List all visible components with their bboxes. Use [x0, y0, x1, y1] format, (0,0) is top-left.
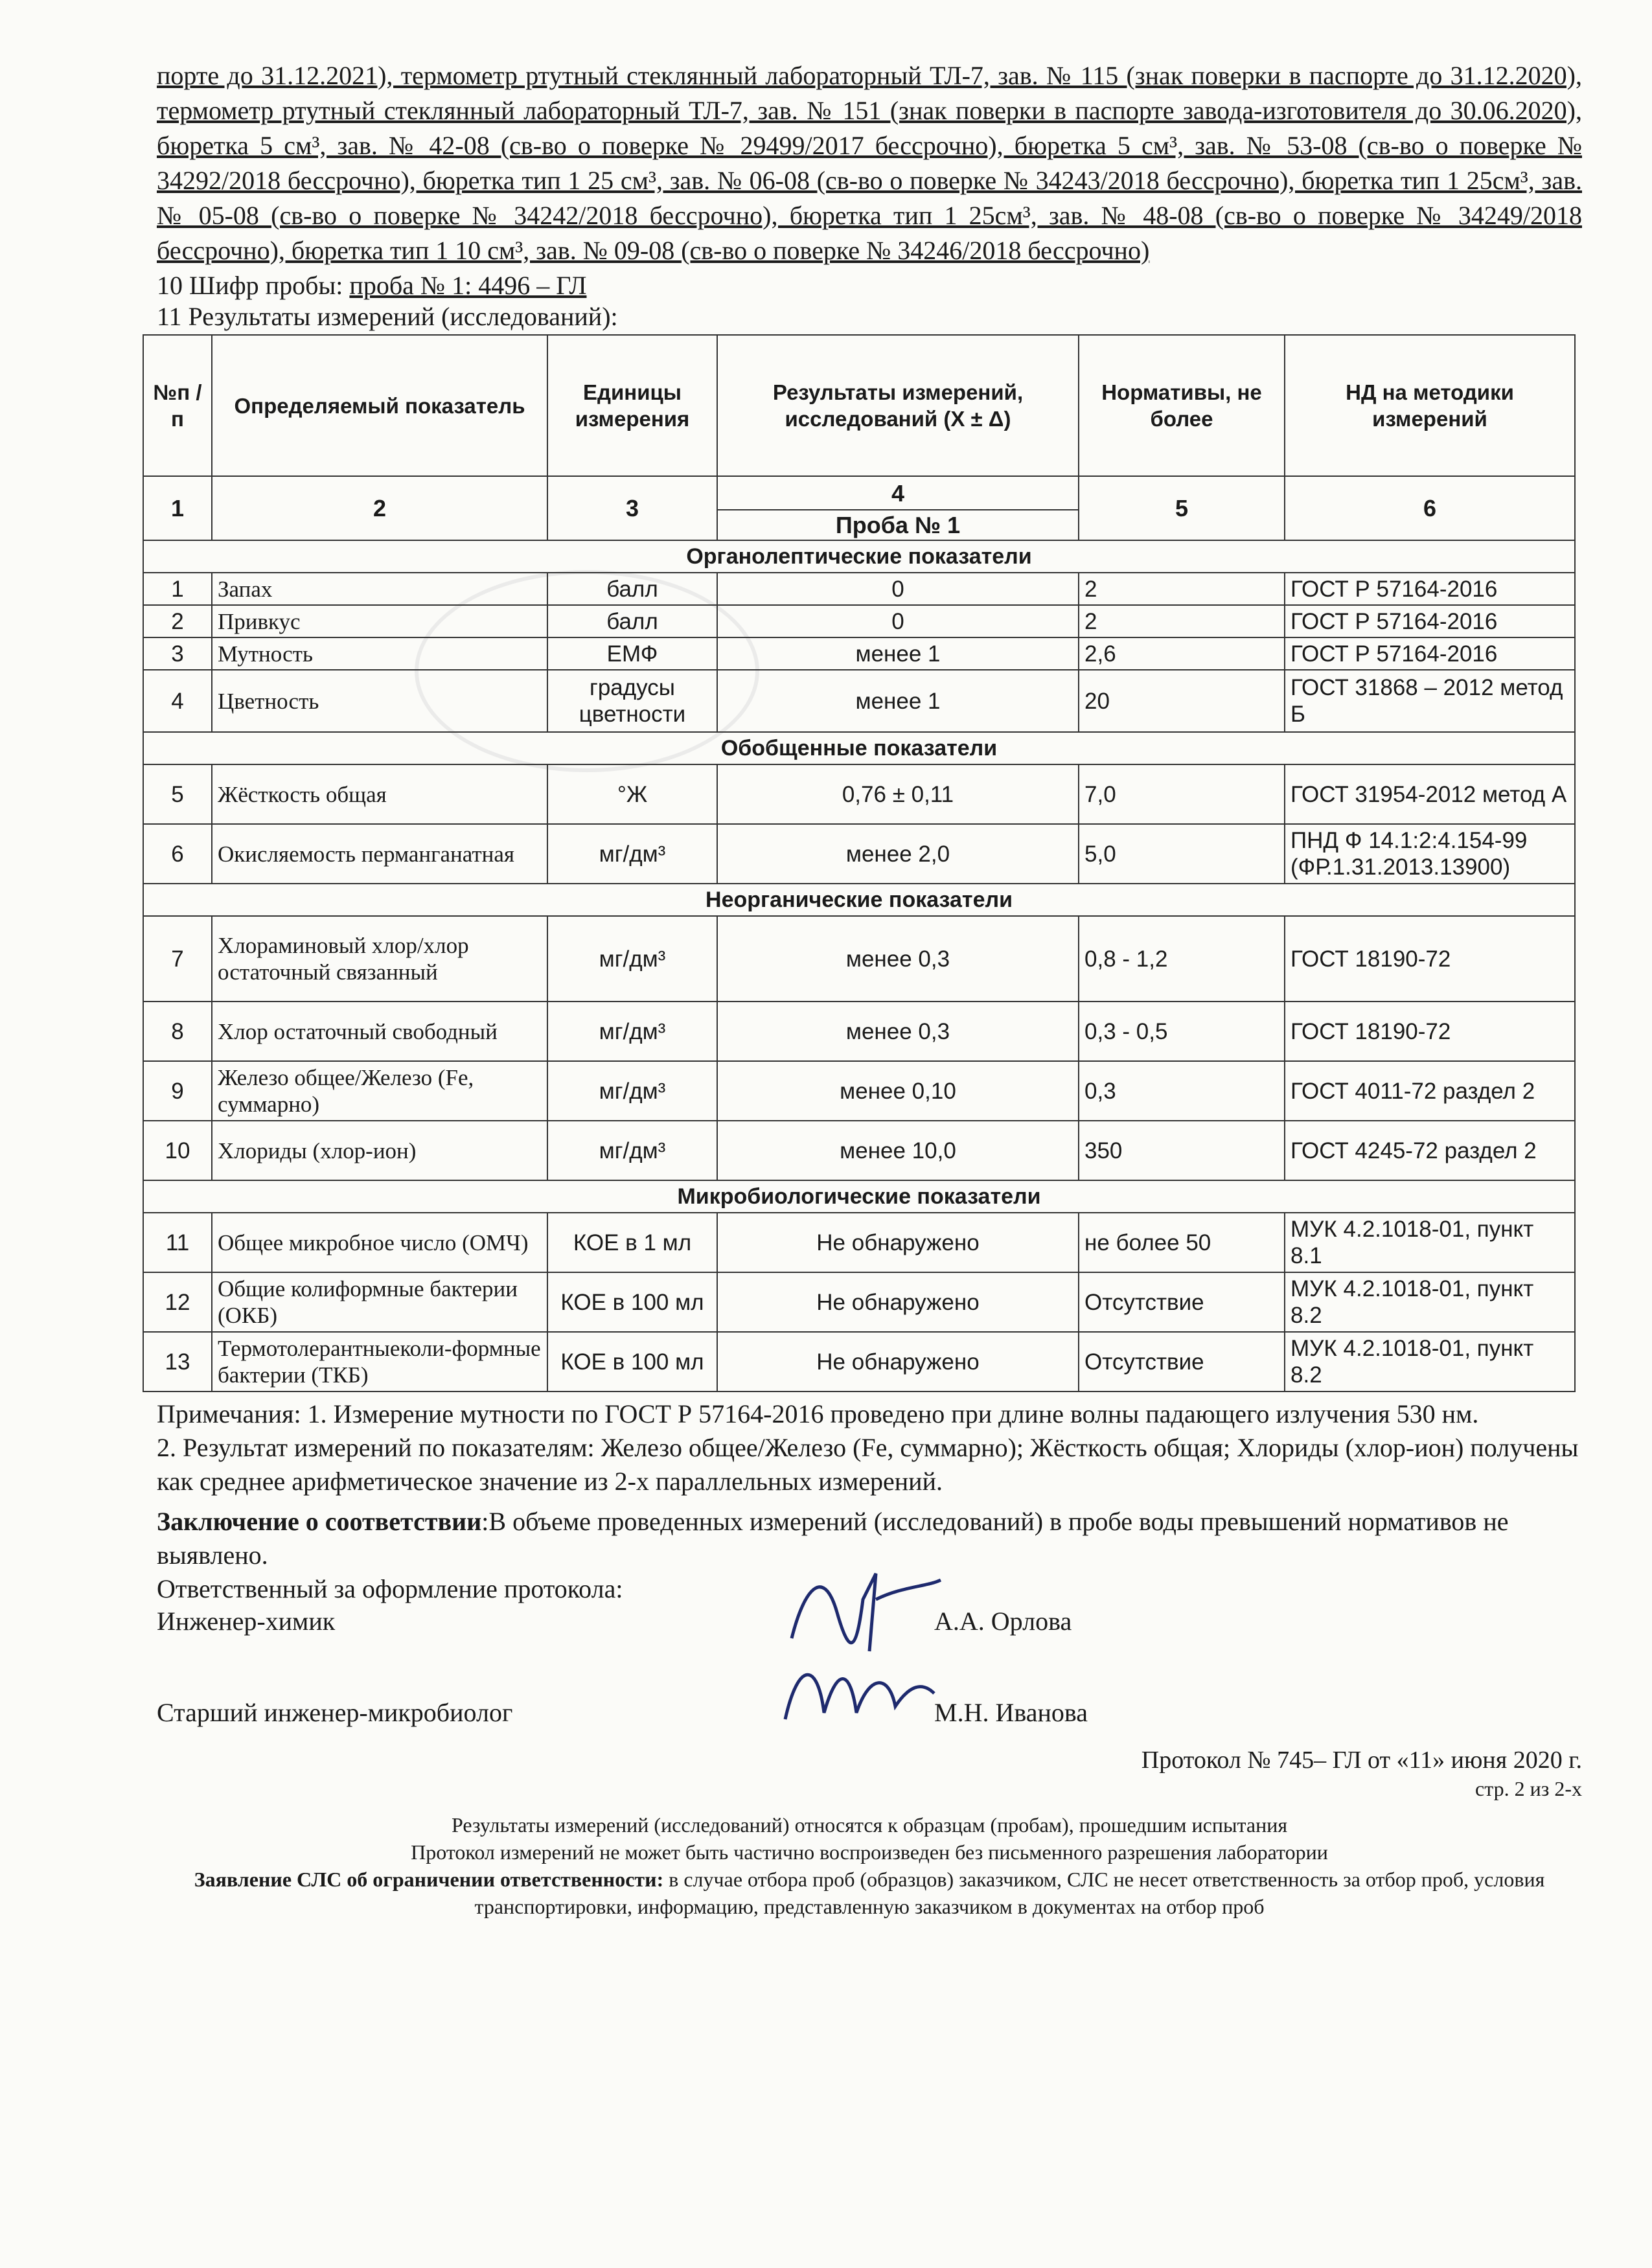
row-method: МУК 4.2.1018-01, пункт 8.1 — [1285, 1213, 1575, 1272]
header-norm: Нормативы, не более — [1079, 335, 1285, 476]
row-parameter: Окисляемость перманганатная — [212, 824, 547, 884]
row-parameter: Цветность — [212, 670, 547, 732]
disclaimer-label: Заявление СЛС об ограничении ответственности: — [194, 1868, 664, 1891]
row-method: ГОСТ 4011-72 раздел 2 — [1285, 1061, 1575, 1121]
row-parameter: Железо общее/Железо (Fe, суммарно) — [212, 1061, 547, 1121]
row-norm: 7,0 — [1079, 764, 1285, 824]
row-result: менее 2,0 — [717, 824, 1079, 884]
table-row — [143, 1272, 1575, 1332]
table-row — [143, 1332, 1575, 1392]
row-number: 12 — [143, 1272, 212, 1332]
row-method: ГОСТ Р 57164-2016 — [1285, 605, 1575, 637]
section-row — [143, 540, 1575, 573]
table-row — [143, 764, 1575, 824]
results-table — [143, 334, 1576, 1392]
microbiologist-signature — [779, 1648, 947, 1745]
row-parameter: Мутность — [212, 637, 547, 670]
row-parameter: Жёсткость общая — [212, 764, 547, 824]
row-unit: мг/дм³ — [547, 824, 717, 884]
row-result: Не обнаружено — [717, 1213, 1079, 1272]
signature-row-microbiologist — [157, 1680, 1582, 1745]
row-number: 13 — [143, 1332, 212, 1392]
col-number-5: 5 — [1079, 476, 1285, 540]
col-number-1: 1 — [143, 476, 212, 540]
row-result: 0 — [717, 573, 1079, 605]
row-norm: не более 50 — [1079, 1213, 1285, 1272]
table-row — [143, 573, 1575, 605]
sample-code-value: проба № 1: 4496 – ГЛ — [349, 271, 587, 300]
row-unit: КОЕ в 1 мл — [547, 1213, 717, 1272]
header-method: НД на методики измерений — [1285, 335, 1575, 476]
row-result: менее 10,0 — [717, 1121, 1079, 1180]
table-row — [143, 605, 1575, 637]
row-number: 3 — [143, 637, 212, 670]
row-norm: 20 — [1079, 670, 1285, 732]
section-title: Микробиологические показатели — [143, 1180, 1575, 1213]
section-row — [143, 1180, 1575, 1213]
note-1: Примечания: 1. Измерение мутности по ГОСТ Р 57164-2016 проведено при длине волны падающего излучения 530 нм. — [157, 1399, 1479, 1428]
col-number-6: 6 — [1285, 476, 1575, 540]
row-unit: КОЕ в 100 мл — [547, 1272, 717, 1332]
footer — [157, 1811, 1582, 1920]
row-result: 0 — [717, 605, 1079, 637]
footer-line-1: Результаты измерений (исследований) относятся к образцам (пробам), прошедшим испытания — [451, 1813, 1288, 1837]
microbiologist-name: М.Н. Иванова — [934, 1698, 1088, 1727]
row-norm: 0,8 - 1,2 — [1079, 916, 1285, 1002]
results-table-body — [143, 476, 1575, 1392]
footer-disclaimer — [157, 1866, 1582, 1920]
footer-line-2: Протокол измерений не может быть частично воспроизведен без письменного разрешения лаборатории — [411, 1840, 1328, 1864]
row-method: ГОСТ Р 57164-2016 — [1285, 573, 1575, 605]
table-row — [143, 824, 1575, 884]
row-result: 0,76 ± 0,11 — [717, 764, 1079, 824]
row-norm: 0,3 - 0,5 — [1079, 1002, 1285, 1061]
row-norm: Отсутствие — [1079, 1332, 1285, 1392]
sample-code-line — [157, 268, 1582, 303]
row-norm: 2 — [1079, 605, 1285, 637]
row-number: 7 — [143, 916, 212, 1002]
row-norm: 2,6 — [1079, 637, 1285, 670]
row-number: 5 — [143, 764, 212, 824]
row-unit: мг/дм³ — [547, 1002, 717, 1061]
row-unit: ЕМФ — [547, 637, 717, 670]
row-number: 4 — [143, 670, 212, 732]
row-parameter: Запах — [212, 573, 547, 605]
col-number-4: 4 — [717, 476, 1079, 510]
sample-label: Проба № 1 — [717, 510, 1079, 540]
row-parameter: Общие колиформные бактерии (ОКБ) — [212, 1272, 547, 1332]
results-title: 11 Результаты измерений (исследований): — [157, 302, 618, 331]
row-unit: градусы цветности — [547, 670, 717, 732]
section-title: Обобщенные показатели — [143, 732, 1575, 764]
row-unit: мг/дм³ — [547, 1061, 717, 1121]
col-number-2: 2 — [212, 476, 547, 540]
note-2: 2. Результат измерений по показателям: Железо общее/Железо (Fe, суммарно); Жёсткость общая; Хлориды (хлор-ион) получены как среднее арифметическое значение из 2-х параллельных измерений. — [157, 1433, 1579, 1496]
page-number: стр. 2 из 2-х — [1475, 1777, 1582, 1800]
row-parameter: Хлораминовый хлор/хлор остаточный связанный — [212, 916, 547, 1002]
row-norm: Отсутствие — [1079, 1272, 1285, 1332]
row-parameter: Хлор остаточный свободный — [212, 1002, 547, 1061]
protocol-line: Протокол № 745– ГЛ от «11» июня 2020 г. — [1141, 1747, 1582, 1774]
table-row — [143, 916, 1575, 1002]
row-number: 9 — [143, 1061, 212, 1121]
col-number-3: 3 — [547, 476, 717, 540]
row-number: 6 — [143, 824, 212, 884]
header-parameter: Определяемый показатель — [212, 335, 547, 476]
microbiologist-title: Старший инженер-микробиолог — [157, 1698, 513, 1727]
row-result: менее 0,3 — [717, 916, 1079, 1002]
table-row — [143, 1002, 1575, 1061]
section-row — [143, 884, 1575, 916]
row-method: ГОСТ 31868 – 2012 метод Б — [1285, 670, 1575, 732]
row-norm: 2 — [1079, 573, 1285, 605]
row-unit: КОЕ в 100 мл — [547, 1332, 717, 1392]
row-number: 10 — [143, 1121, 212, 1180]
header-number: №п /п — [143, 335, 212, 476]
section-title: Неорганические показатели — [143, 884, 1575, 916]
section-row — [143, 732, 1575, 764]
row-result: менее 1 — [717, 637, 1079, 670]
row-norm: 350 — [1079, 1121, 1285, 1180]
section-title: Органолептические показатели — [143, 540, 1575, 573]
table-row — [143, 1213, 1575, 1272]
row-result: Не обнаружено — [717, 1332, 1079, 1392]
equipment-list-continuation: порте до 31.12.2021), термометр ртутный стеклянный лабораторный ТЛ-7, зав. № 115 (знак поверки в паспорте до 31.12.2020), термометр ртутный стеклянный лабораторный ТЛ-7, зав. № 151 (знак поверки в паспорте завода-изготовителя до 30.06.2020), бюретка 5 см³, зав. № 42-08 (св-во о поверке № 29499/2017 бессрочно), бюретка 5 см³, зав. № 53-08 (св-во о поверке № 34292/2018 бессрочно), бюретка тип 1 25 см³, зав. № 06-08 (св-во о поверке № 34243/2018 бессрочно), бюретка тип 1 25см³, зав. № 05-08 (св-во о поверке № 34242/2018 бессрочно), бюретка тип 1 25см³, зав. № 48-08 (св-во о поверке № 34249/2018 бессрочно), бюретка тип 1 10 см³, зав. № 09-08 (св-во о поверке № 34246/2018 бессрочно) — [157, 61, 1582, 265]
row-method: ПНД Ф 14.1:2:4.154-99 (ФР.1.31.2013.13900) — [1285, 824, 1575, 884]
responsible-line: Ответственный за оформление протокола: — [157, 1574, 623, 1603]
notes-block — [157, 1397, 1582, 1572]
sample-code-label: 10 Шифр пробы: — [157, 271, 350, 300]
row-result: менее 0,3 — [717, 1002, 1079, 1061]
table-row — [143, 637, 1575, 670]
row-method: ГОСТ 18190-72 — [1285, 1002, 1575, 1061]
conclusion-label: Заключение о соответствии — [157, 1507, 482, 1536]
row-number: 11 — [143, 1213, 212, 1272]
conclusion-text: :В объеме проведенных измерений (исследований) в пробе воды превышений нормативов не выявлено. — [157, 1507, 1509, 1570]
row-parameter: Привкус — [212, 605, 547, 637]
table-row — [143, 1061, 1575, 1121]
row-norm: 5,0 — [1079, 824, 1285, 884]
row-number: 8 — [143, 1002, 212, 1061]
row-unit: °Ж — [547, 764, 717, 824]
row-result: менее 0,10 — [717, 1061, 1079, 1121]
row-unit: мг/дм³ — [547, 1121, 717, 1180]
header-unit: Единицы измерения — [547, 335, 717, 476]
row-parameter: Хлориды (хлор-ион) — [212, 1121, 547, 1180]
row-parameter: Термотолерантныеколи-формные бактерии (ТКБ) — [212, 1332, 547, 1392]
table-row — [143, 670, 1575, 732]
row-method: ГОСТ 31954-2012 метод А — [1285, 764, 1575, 824]
row-number: 1 — [143, 573, 212, 605]
row-method: МУК 4.2.1018-01, пункт 8.2 — [1285, 1272, 1575, 1332]
row-result: менее 1 — [717, 670, 1079, 732]
row-unit: балл — [547, 605, 717, 637]
row-norm: 0,3 — [1079, 1061, 1285, 1121]
disclaimer-text: в случае отбора проб (образцов) заказчиком, СЛС не несет ответственность за отбор проб, условия транспортировки, информацию, представленную заказчиком в документах на отбор проб — [474, 1868, 1545, 1918]
row-parameter: Общее микробное число (ОМЧ) — [212, 1213, 547, 1272]
document-page — [153, 58, 1582, 1920]
header-result: Результаты измерений, исследований (Х ± Δ) — [717, 335, 1079, 476]
chemist-name: А.А. Орлова — [934, 1607, 1072, 1636]
row-method: МУК 4.2.1018-01, пункт 8.2 — [1285, 1332, 1575, 1392]
row-number: 2 — [143, 605, 212, 637]
table-row — [143, 1121, 1575, 1180]
row-unit: мг/дм³ — [547, 916, 717, 1002]
row-result: Не обнаружено — [717, 1272, 1079, 1332]
row-method: ГОСТ 4245-72 раздел 2 — [1285, 1121, 1575, 1180]
row-method: ГОСТ Р 57164-2016 — [1285, 637, 1575, 670]
chemist-title: Инженер-химик — [157, 1607, 336, 1636]
row-method: ГОСТ 18190-72 — [1285, 916, 1575, 1002]
row-unit: балл — [547, 573, 717, 605]
